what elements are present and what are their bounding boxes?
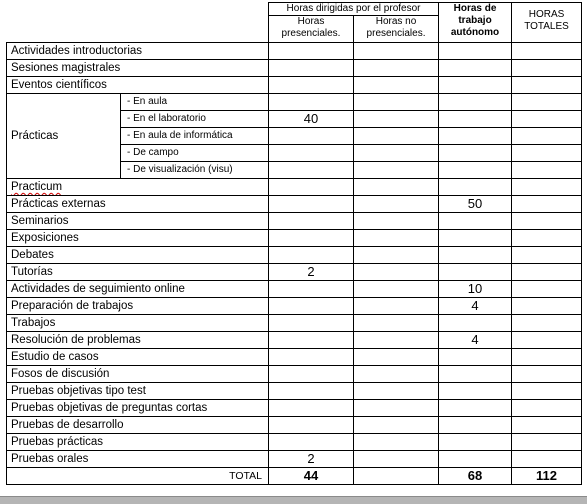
row-label: Actividades introductorias	[7, 43, 269, 60]
autonomous-cell	[439, 43, 512, 60]
remote-cell	[354, 298, 439, 315]
total-cell	[512, 230, 582, 247]
table-row	[7, 94, 582, 111]
table-row	[7, 349, 582, 366]
in-person-cell	[269, 417, 354, 434]
total-cell	[512, 247, 582, 264]
remote-cell	[354, 43, 439, 60]
autonomous-cell: 4	[439, 298, 512, 315]
autonomous-cell: 4	[439, 332, 512, 349]
header-remote-hours: Horas no presenciales.	[354, 16, 439, 43]
total-cell	[512, 196, 582, 213]
table-row	[7, 383, 582, 400]
in-person-cell	[269, 383, 354, 400]
row-label: Tutorías	[7, 264, 269, 281]
total-cell	[512, 298, 582, 315]
row-label: - De visualización (visu)	[121, 162, 269, 179]
total-cell	[512, 383, 582, 400]
table-row	[7, 213, 582, 230]
total-cell	[512, 162, 582, 179]
remote-cell	[354, 417, 439, 434]
table-row	[7, 298, 582, 315]
remote-cell	[354, 366, 439, 383]
row-label: Pruebas objetivas tipo test	[7, 383, 269, 400]
total-cell	[512, 128, 582, 145]
autonomous-cell	[439, 451, 512, 468]
total-cell	[512, 111, 582, 128]
autonomous-cell	[439, 417, 512, 434]
table-row	[7, 434, 582, 451]
remote-cell	[354, 179, 439, 196]
autonomous-cell	[439, 77, 512, 94]
table-row	[7, 196, 582, 213]
in-person-cell	[269, 162, 354, 179]
table-row	[7, 400, 582, 417]
header-blank-cell	[7, 3, 269, 43]
row-label	[7, 179, 269, 196]
table-row	[7, 179, 582, 196]
in-person-cell	[269, 366, 354, 383]
row-label: Resolución de problemas	[7, 332, 269, 349]
autonomous-cell	[439, 145, 512, 162]
total-cell	[512, 434, 582, 451]
row-label: Pruebas objetivas de preguntas cortas	[7, 400, 269, 417]
remote-cell	[354, 213, 439, 230]
total-cell	[512, 451, 582, 468]
table-row	[7, 264, 582, 281]
in-person-cell	[269, 213, 354, 230]
remote-cell	[354, 434, 439, 451]
total-cell	[512, 366, 582, 383]
remote-cell	[354, 145, 439, 162]
in-person-cell	[269, 128, 354, 145]
autonomous-cell: 10	[439, 281, 512, 298]
in-person-cell	[269, 315, 354, 332]
practicas-group-label: Prácticas	[7, 94, 121, 179]
row-label: - De campo	[121, 145, 269, 162]
row-label: Trabajos	[7, 315, 269, 332]
row-label: Fosos de discusión	[7, 366, 269, 383]
total-row	[7, 468, 582, 485]
in-person-cell	[269, 60, 354, 77]
autonomous-cell	[439, 366, 512, 383]
autonomous-cell	[439, 213, 512, 230]
total-cell	[512, 315, 582, 332]
remote-cell	[354, 451, 439, 468]
total-cell	[512, 349, 582, 366]
remote-cell	[354, 264, 439, 281]
autonomous-cell	[439, 383, 512, 400]
table-row	[7, 332, 582, 349]
table-row	[7, 43, 582, 60]
total-cell	[512, 77, 582, 94]
row-label: - En aula	[121, 94, 269, 111]
header-autonomous-hours: Horas de trabajo autónomo	[439, 3, 512, 43]
autonomous-cell	[439, 400, 512, 417]
practicum-label: Practicum	[11, 181, 63, 193]
remote-cell	[354, 247, 439, 264]
total-remote	[354, 468, 439, 485]
remote-cell	[354, 315, 439, 332]
header-row-1	[7, 3, 582, 16]
row-label: - En aula de informática	[121, 128, 269, 145]
table-row	[7, 281, 582, 298]
in-person-cell: 40	[269, 111, 354, 128]
autonomous-cell	[439, 60, 512, 77]
remote-cell	[354, 162, 439, 179]
in-person-cell	[269, 298, 354, 315]
total-cell	[512, 332, 582, 349]
total-cell	[512, 43, 582, 60]
autonomous-cell	[439, 179, 512, 196]
in-person-cell	[269, 43, 354, 60]
remote-cell	[354, 281, 439, 298]
in-person-cell	[269, 94, 354, 111]
autonomous-cell	[439, 162, 512, 179]
remote-cell	[354, 60, 439, 77]
remote-cell	[354, 128, 439, 145]
remote-cell	[354, 196, 439, 213]
total-autonomous: 68	[439, 468, 512, 485]
in-person-cell: 2	[269, 451, 354, 468]
row-label: Pruebas prácticas	[7, 434, 269, 451]
row-label: Prácticas externas	[7, 196, 269, 213]
remote-cell	[354, 332, 439, 349]
autonomous-cell	[439, 230, 512, 247]
row-label: Debates	[7, 247, 269, 264]
autonomous-cell	[439, 94, 512, 111]
remote-cell	[354, 230, 439, 247]
total-cell	[512, 60, 582, 77]
row-label: Exposiciones	[7, 230, 269, 247]
in-person-cell	[269, 281, 354, 298]
total-cell	[512, 417, 582, 434]
header-in-person-hours: Horas presenciales.	[269, 16, 354, 43]
total-cell	[512, 145, 582, 162]
in-person-cell	[269, 230, 354, 247]
in-person-cell	[269, 434, 354, 451]
row-label: Pruebas orales	[7, 451, 269, 468]
row-label: - En el laboratorio	[121, 111, 269, 128]
autonomous-cell	[439, 264, 512, 281]
in-person-cell: 2	[269, 264, 354, 281]
row-label: Actividades de seguimiento online	[7, 281, 269, 298]
in-person-cell	[269, 247, 354, 264]
total-cell	[512, 400, 582, 417]
in-person-cell	[269, 332, 354, 349]
autonomous-cell	[439, 128, 512, 145]
row-label: Sesiones magistrales	[7, 60, 269, 77]
table-row	[7, 60, 582, 77]
remote-cell	[354, 111, 439, 128]
autonomous-cell: 50	[439, 196, 512, 213]
header-total-hours: HORAS TOTALES	[512, 3, 582, 43]
in-person-cell	[269, 77, 354, 94]
total-hours: 112	[512, 468, 582, 485]
in-person-cell	[269, 145, 354, 162]
autonomous-cell	[439, 349, 512, 366]
remote-cell	[354, 349, 439, 366]
table-row	[7, 451, 582, 468]
remote-cell	[354, 400, 439, 417]
table-row	[7, 77, 582, 94]
row-label: Pruebas de desarrollo	[7, 417, 269, 434]
table-row	[7, 366, 582, 383]
row-label: Seminarios	[7, 213, 269, 230]
total-cell	[512, 264, 582, 281]
in-person-cell	[269, 349, 354, 366]
row-label: Eventos científicos	[7, 77, 269, 94]
remote-cell	[354, 77, 439, 94]
in-person-cell	[269, 400, 354, 417]
autonomous-cell	[439, 111, 512, 128]
remote-cell	[354, 383, 439, 400]
in-person-cell	[269, 196, 354, 213]
in-person-cell	[269, 179, 354, 196]
total-cell	[512, 281, 582, 298]
total-cell	[512, 213, 582, 230]
table-row	[7, 230, 582, 247]
total-cell	[512, 94, 582, 111]
table-row	[7, 315, 582, 332]
row-label: Preparación de trabajos	[7, 298, 269, 315]
remote-cell	[354, 94, 439, 111]
row-label: Estudio de casos	[7, 349, 269, 366]
header-directed-hours: Horas dirigidas por el profesor	[269, 3, 439, 16]
hours-table	[6, 2, 582, 485]
autonomous-cell	[439, 434, 512, 451]
autonomous-cell	[439, 315, 512, 332]
autonomous-cell	[439, 247, 512, 264]
total-in-person: 44	[269, 468, 354, 485]
total-cell	[512, 179, 582, 196]
table-row	[7, 417, 582, 434]
total-label: TOTAL	[7, 468, 269, 485]
table-row	[7, 247, 582, 264]
